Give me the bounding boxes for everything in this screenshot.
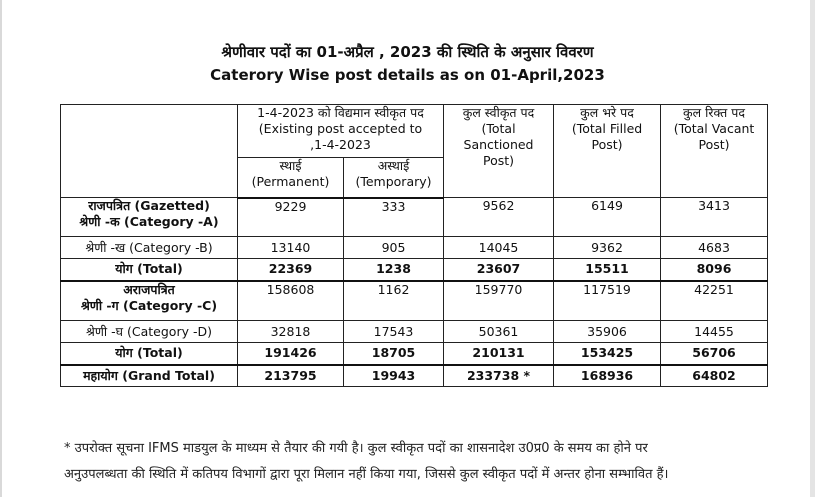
cell-g-sanctioned: 233738 * bbox=[444, 365, 554, 387]
header-existing-posts bbox=[238, 105, 444, 158]
cell-t1-permanent: 22369 bbox=[238, 259, 344, 281]
cell-c-filled: 117519 bbox=[554, 281, 661, 321]
header-existing-hi: 1-4-2023 को विद्यमान स्वीकृत पद bbox=[257, 105, 424, 120]
cell-b-sanctioned: 14045 bbox=[444, 237, 554, 259]
label-gazetted: राजपत्रित (Gazetted) bbox=[88, 198, 210, 213]
label-category-d: श्रेणी -घ (Category -D) bbox=[61, 321, 238, 343]
label-category-a bbox=[61, 198, 238, 237]
header-total-sanctioned bbox=[444, 105, 554, 198]
title-hindi: श्रेणीवार पदों का 01-अप्रैल , 2023 की स्थिति के अनुसार विवरण bbox=[221, 43, 594, 61]
cell-a-sanctioned: 9562 bbox=[444, 198, 554, 237]
header-filled-en1: (Total Filled bbox=[571, 121, 643, 136]
header-filled-hi: कुल भरे पद bbox=[580, 105, 634, 120]
header-sanctioned-en1: (Total bbox=[481, 121, 516, 136]
label-category-c bbox=[61, 281, 238, 321]
header-permanent-hi: स्थाई bbox=[279, 158, 302, 173]
row-grand-total bbox=[61, 365, 768, 387]
cell-c-temporary: 1162 bbox=[344, 281, 444, 321]
cell-t2-filled: 153425 bbox=[554, 343, 661, 365]
cell-d-permanent: 32818 bbox=[238, 321, 344, 343]
row-category-c bbox=[61, 281, 768, 321]
cell-g-permanent: 213795 bbox=[238, 365, 344, 387]
cell-t2-temporary: 18705 bbox=[344, 343, 444, 365]
header-filled-en2: Post) bbox=[591, 137, 623, 152]
cell-a-filled: 6149 bbox=[554, 198, 661, 237]
title-english: Caterory Wise post details as on 01-April,2023 bbox=[210, 66, 605, 84]
footnote bbox=[64, 436, 784, 488]
header-temporary-en: (Temporary) bbox=[355, 174, 432, 189]
cell-t1-vacant: 8096 bbox=[661, 259, 768, 281]
header-temporary-hi: अस्थाई bbox=[377, 158, 410, 173]
row-total-1 bbox=[61, 259, 768, 281]
cell-t2-vacant: 56706 bbox=[661, 343, 768, 365]
header-vacant-en2: Post) bbox=[698, 137, 730, 152]
footnote-line-2: अनुउपलब्धता की स्थिति में कतिपय विभागों द्वारा पूरा मिलान नहीं किया गया, जिससे कुल स्वीकृत पदों में अन्तर होना सम्भावित हैं। bbox=[64, 467, 669, 482]
cell-c-permanent: 158608 bbox=[238, 281, 344, 321]
header-sanctioned-en3: Post) bbox=[483, 153, 515, 168]
cell-a-vacant: 3413 bbox=[661, 198, 768, 237]
cell-b-filled: 9362 bbox=[554, 237, 661, 259]
label-total-1: योग (Total) bbox=[61, 259, 238, 281]
header-existing-en2: ,1-4-2023 bbox=[310, 137, 371, 152]
cell-a-temporary: 333 bbox=[344, 198, 444, 237]
header-existing-en1: (Existing post accepted to bbox=[258, 121, 423, 136]
post-details-table bbox=[60, 104, 768, 387]
row-category-d bbox=[61, 321, 768, 343]
label-cat-a: श्रेणी -क (Category -A) bbox=[79, 214, 219, 229]
row-category-b bbox=[61, 237, 768, 259]
cell-c-sanctioned: 159770 bbox=[444, 281, 554, 321]
cell-g-vacant: 64802 bbox=[661, 365, 768, 387]
header-permanent bbox=[238, 158, 344, 198]
header-sanctioned-en2: Sanctioned bbox=[463, 137, 534, 152]
cell-c-vacant: 42251 bbox=[661, 281, 768, 321]
header-temporary bbox=[344, 158, 444, 198]
row-total-2 bbox=[61, 343, 768, 365]
cell-d-sanctioned: 50361 bbox=[444, 321, 554, 343]
cell-b-vacant: 4683 bbox=[661, 237, 768, 259]
cell-t2-permanent: 191426 bbox=[238, 343, 344, 365]
cell-g-filled: 168936 bbox=[554, 365, 661, 387]
label-cat-c: श्रेणी -ग (Category -C) bbox=[80, 297, 218, 313]
header-vacant-hi: कुल रिक्त पद bbox=[683, 105, 745, 120]
cell-t1-temporary: 1238 bbox=[344, 259, 444, 281]
cell-d-filled: 35906 bbox=[554, 321, 661, 343]
cell-g-temporary: 19943 bbox=[344, 365, 444, 387]
header-row-1 bbox=[61, 105, 768, 158]
cell-t1-sanctioned: 23607 bbox=[444, 259, 554, 281]
label-category-b: श्रेणी -ख (Category -B) bbox=[61, 237, 238, 259]
footnote-line-1: * उपरोक्त सूचना IFMS माडयुल के माध्यम से तैयार की गयी है। कुल स्वीकृत पदों का शासनादेश उ0प्र0 के समय का होने पर bbox=[64, 441, 648, 456]
header-permanent-en: (Permanent) bbox=[251, 174, 330, 189]
cell-b-permanent: 13140 bbox=[238, 237, 344, 259]
header-total-filled bbox=[554, 105, 661, 198]
label-total-2: योग (Total) bbox=[61, 343, 238, 365]
cell-a-permanent: 9229 bbox=[238, 198, 344, 237]
cell-d-vacant: 14455 bbox=[661, 321, 768, 343]
cell-b-temporary: 905 bbox=[344, 237, 444, 259]
cell-d-temporary: 17543 bbox=[344, 321, 444, 343]
header-vacant-en1: (Total Vacant bbox=[673, 121, 755, 136]
label-non-gazetted: अराजपत्रित bbox=[123, 281, 175, 297]
row-category-a bbox=[61, 198, 768, 237]
header-category-blank bbox=[61, 105, 238, 198]
header-total-vacant bbox=[661, 105, 768, 198]
cell-t1-filled: 15511 bbox=[554, 259, 661, 281]
label-grand-total: महायोग (Grand Total) bbox=[61, 365, 238, 387]
header-sanctioned-hi: कुल स्वीकृत पद bbox=[462, 105, 535, 120]
cell-t2-sanctioned: 210131 bbox=[444, 343, 554, 365]
